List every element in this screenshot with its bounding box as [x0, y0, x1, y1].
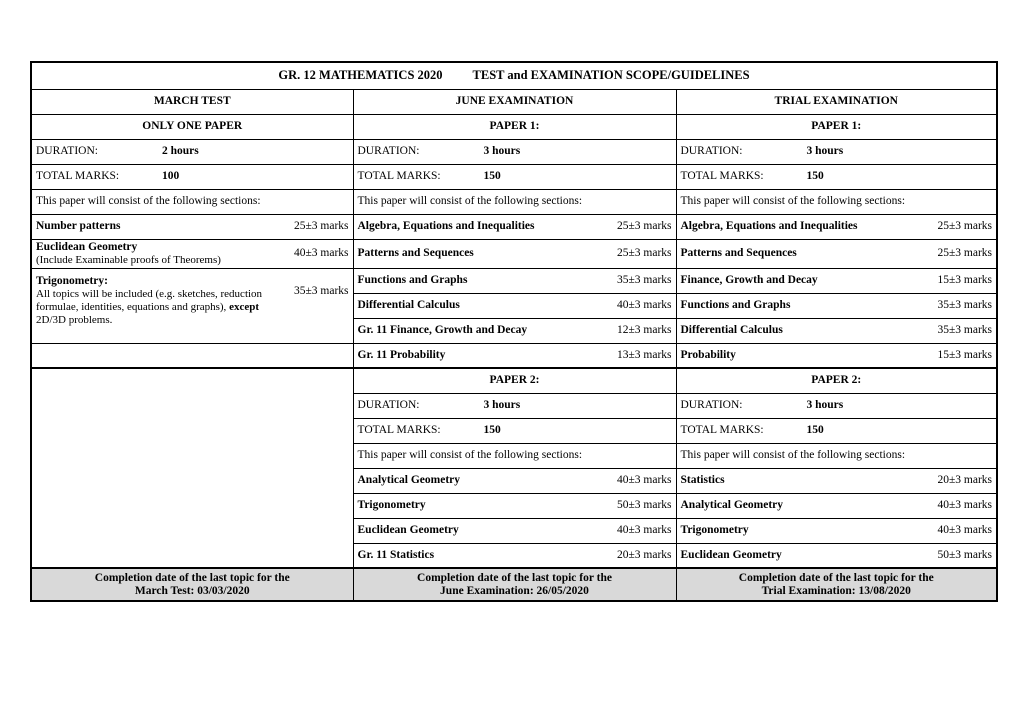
trial-p2-sections-intro: This paper will consist of the following sections: [676, 443, 997, 468]
june-p1-topic: Functions and Graphs 35±3 marks [353, 268, 676, 293]
trial-p1-topic: Probability 15±3 marks [676, 343, 997, 368]
trial-p1-total-marks: TOTAL MARKS: 150 [676, 164, 997, 189]
june-p1-topic: Gr. 11 Probability 13±3 marks [353, 343, 676, 368]
june-p2-topic: Euclidean Geometry 40±3 marks [353, 518, 676, 543]
march-paper-label: ONLY ONE PAPER [31, 114, 353, 139]
june-p1-topic: Algebra, Equations and Inequalities 25±3 marks [353, 214, 676, 239]
march-topic: Euclidean Geometry (Include Examinable proofs of Theorems) 40±3 marks [31, 239, 353, 268]
june-p1-topic: Differential Calculus 40±3 marks [353, 293, 676, 318]
trial-p1-topic: Finance, Growth and Decay 15±3 marks [676, 268, 997, 293]
june-p1-sections-intro: This paper will consist of the following sections: [353, 189, 676, 214]
june-p2-topic: Analytical Geometry 40±3 marks [353, 468, 676, 493]
title-right: TEST and EXAMINATION SCOPE/GUIDELINES [472, 68, 750, 83]
trial-p2-total-marks: TOTAL MARKS: 150 [676, 418, 997, 443]
trial-paper1-label: PAPER 1: [676, 114, 997, 139]
march-completion-date: Completion date of the last topic for the March Test: 03/03/2020 [31, 568, 353, 601]
trial-p1-topic: Algebra, Equations and Inequalities 25±3 marks [676, 214, 997, 239]
trial-p1-sections-intro: This paper will consist of the following sections: [676, 189, 997, 214]
trial-paper2-label: PAPER 2: [676, 368, 997, 393]
june-p2-sections-intro: This paper will consist of the following sections: [353, 443, 676, 468]
page-title [31, 62, 997, 89]
june-completion-date: Completion date of the last topic for the June Examination: 26/05/2020 [353, 568, 676, 601]
june-p2-topic: Gr. 11 Statistics 20±3 marks [353, 543, 676, 568]
march-duration: DURATION: 2 hours [31, 139, 353, 164]
march-topic: Trigonometry: All topics will be included (e.g. sketches, reduction formulae, identities, equations and graphs), except 2D/3D problems. 35±3 marks [31, 268, 353, 343]
june-p1-total-marks: TOTAL MARKS: 150 [353, 164, 676, 189]
march-empty-cell [31, 343, 353, 368]
june-p1-topic: Patterns and Sequences 25±3 marks [353, 239, 676, 268]
trial-p1-topic: Functions and Graphs 35±3 marks [676, 293, 997, 318]
june-p1-duration: DURATION: 3 hours [353, 139, 676, 164]
trial-p2-topic: Euclidean Geometry 50±3 marks [676, 543, 997, 568]
june-paper1-label: PAPER 1: [353, 114, 676, 139]
trial-p1-topic: Differential Calculus 35±3 marks [676, 318, 997, 343]
march-total-marks: TOTAL MARKS: 100 [31, 164, 353, 189]
june-p2-topic: Trigonometry 50±3 marks [353, 493, 676, 518]
march-topic: Number patterns 25±3 marks [31, 214, 353, 239]
june-p2-total-marks: TOTAL MARKS: 150 [353, 418, 676, 443]
scope-table [30, 61, 998, 602]
trial-p2-duration: DURATION: 3 hours [676, 393, 997, 418]
trial-completion-date: Completion date of the last topic for the Trial Examination: 13/08/2020 [676, 568, 997, 601]
trial-p2-topic: Analytical Geometry 40±3 marks [676, 493, 997, 518]
march-blank-area [31, 368, 353, 568]
march-sections-intro: This paper will consist of the following sections: [31, 189, 353, 214]
header-trial-examination: TRIAL EXAMINATION [676, 89, 997, 114]
trial-p1-topic: Patterns and Sequences 25±3 marks [676, 239, 997, 268]
june-p1-topic: Gr. 11 Finance, Growth and Decay 12±3 marks [353, 318, 676, 343]
header-june-examination: JUNE EXAMINATION [353, 89, 676, 114]
trial-p2-topic: Trigonometry 40±3 marks [676, 518, 997, 543]
june-p2-duration: DURATION: 3 hours [353, 393, 676, 418]
trial-p1-duration: DURATION: 3 hours [676, 139, 997, 164]
title-left: GR. 12 MATHEMATICS 2020 [278, 68, 443, 83]
header-march-test: MARCH TEST [31, 89, 353, 114]
june-paper2-label: PAPER 2: [353, 368, 676, 393]
trial-p2-topic: Statistics 20±3 marks [676, 468, 997, 493]
